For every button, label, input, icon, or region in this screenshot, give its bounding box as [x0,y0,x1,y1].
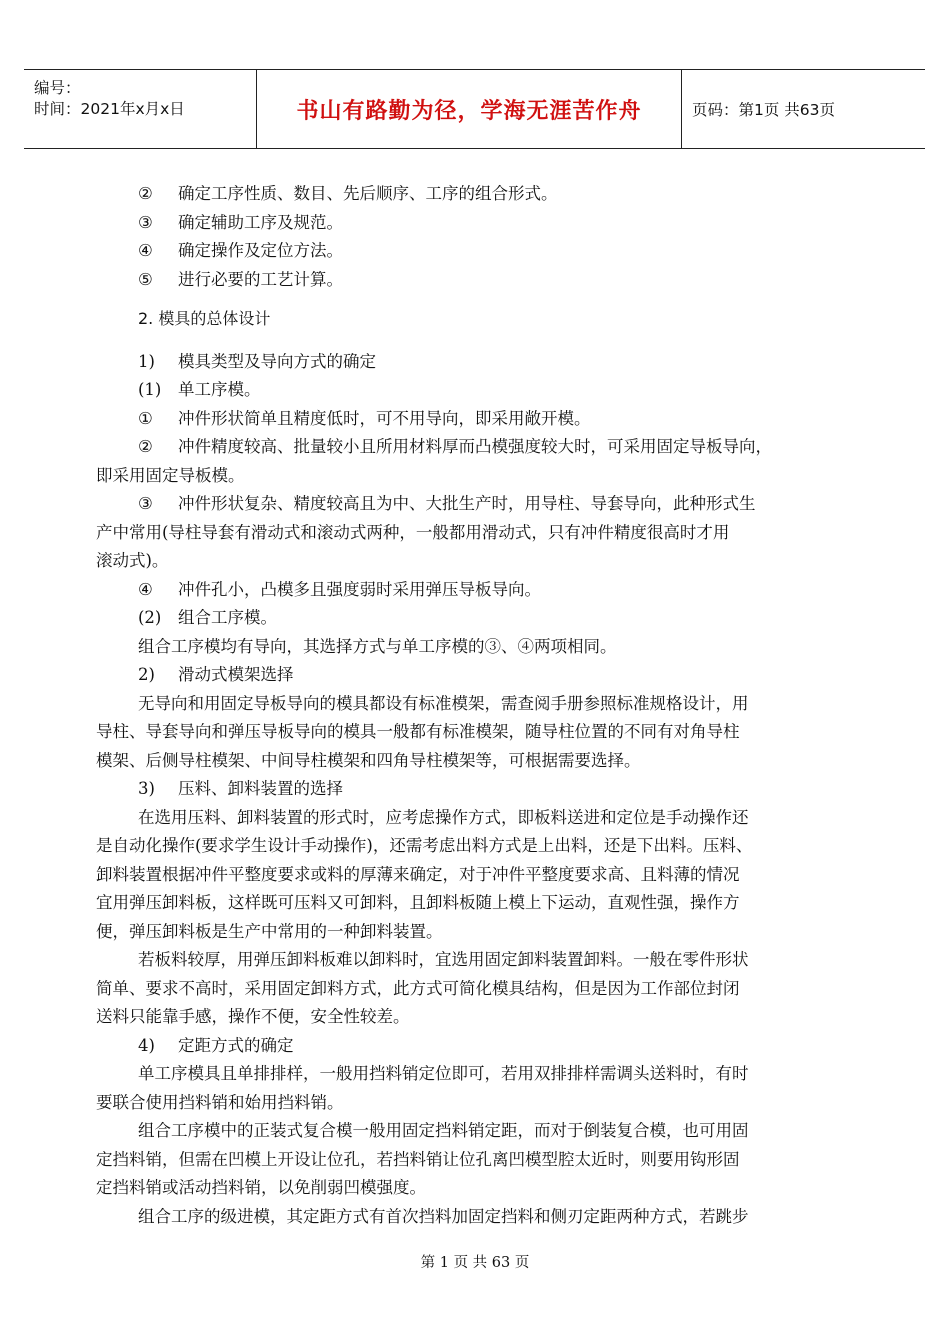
paragraph-line: 简单、要求不高时，采用固定卸料方式，此方式可简化模具结构，但是因为工作部位封闭 [96,978,740,998]
list-item: (1) 单工序模。 [138,380,261,399]
list-item-continuation: 滚动式)。 [96,551,169,570]
list-item-continuation: 即采用固定导板模。 [96,465,245,485]
paragraph-line: 导柱、导套导向和弹压导板导向的模具一般都有标准模架，随导柱位置的不同有对角导柱 [96,722,740,741]
paragraph-line: 定挡料销，但需在凹模上开设让位孔，若挡料销让位孔离凹模型腔太近时，则要用钩形固 [96,1149,740,1169]
header-motto: 书山有路勤为径，学海无涯苦作舟 [296,98,642,124]
list-item: ⑤ 进行必要的工艺计算。 [138,269,343,289]
document-body [96,180,854,1231]
page-header [24,69,925,149]
paragraph-line: 是自动化操作(要求学生设计手动操作)，还需考虑出料方式是上出料，还是下出料。压料、 [96,836,753,855]
subsection-title: 2) 滑动式模架选择 [138,665,294,684]
list-item-continuation: 产中常用(导柱导套有滑动式和滚动式两种，一般都用滑动式，只有冲件精度很高时才用 [96,522,730,542]
list-item: ④ 冲件孔小，凸模多且强度弱时采用弹压导板导向。 [138,579,541,599]
paragraph: 组合工序模均有导向，其选择方式与单工序模的③、④两项相同。 [138,636,617,656]
paragraph-line: 模架、后侧导柱模架、中间导柱模架和四角导柱模架等，可根据需要选择。 [96,750,641,770]
list-item: ④ 确定操作及定位方法。 [138,241,343,260]
paragraph-line: 组合工序的级进模，其定距方式有首次挡料加固定挡料和侧刃定距两种方式，若跳步 [138,1206,749,1226]
subsection-title: 1) 模具类型及导向方式的确定 [138,351,376,371]
list-item: ③ 确定辅助工序及规范。 [138,212,343,232]
list-item: ② 冲件精度较高、批量较小且所用材料厚而凸模强度较大时，可采用固定导板导向， [138,437,772,456]
time-label: 时间：2021年x月x日 [34,100,185,118]
subsection-title: 3) 压料、卸料装置的选择 [138,779,343,798]
paragraph-line: 便，弹压卸料板是生产中常用的一种卸料装置。 [96,921,443,941]
paragraph-line: 要联合使用挡料销和始用挡料销。 [96,1092,344,1112]
list-item: ② 确定工序性质、数目、先后顺序、工序的组合形式。 [138,184,558,203]
number-label: 编号： [34,79,81,97]
header-meta [24,70,257,148]
section-heading: 2. 模具的总体设计 [138,309,271,328]
paragraph-line: 在选用压料、卸料装置的形式时，应考虑操作方式，即板料送进和定位是手动操作还 [138,807,749,827]
list-item: ① 冲件形状简单且精度低时，可不用导向，即采用敞开模。 [138,408,591,428]
paragraph-line: 宜用弹压卸料板，这样既可压料又可卸料，且卸料板随上模上下运动，直观性强，操作方 [96,893,740,912]
header-motto-cell [257,70,682,148]
paragraph-line: 卸料装置根据冲件平整度要求或料的厚薄来确定，对于冲件平整度要求高、且料薄的情况 [96,864,740,884]
header-page-info: 页码：第1页 共63页 [692,101,836,119]
paragraph-line: 无导向和用固定导板导向的模具都设有标准模架，需查阅手册参照标准规格设计，用 [138,693,749,713]
paragraph-line: 定挡料销或活动挡料销，以免削弱凹模强度。 [96,1178,426,1197]
list-item: (2) 组合工序模。 [138,608,277,627]
list-item: ③ 冲件形状复杂、精度较高且为中、大批生产时，用导柱、导套导向，此种形式生 [138,494,756,513]
page-footer: 第 1 页 共 63 页 [420,1255,530,1271]
paragraph-line: 单工序模具且单排排样，一般用挡料销定位即可，若用双排排样需调头送料时，有时 [138,1064,749,1083]
header-page-info-cell [682,70,925,148]
paragraph-line: 送料只能靠手感，操作不便，安全性较差。 [96,1007,410,1026]
paragraph-line: 组合工序模中的正装式复合模一般用固定挡料销定距，而对于倒装复合模，也可用固 [138,1121,749,1140]
subsection-title: 4) 定距方式的确定 [138,1035,294,1055]
paragraph-line: 若板料较厚，用弹压卸料板难以卸料时，宜选用固定卸料装置卸料。一般在零件形状 [138,950,749,969]
